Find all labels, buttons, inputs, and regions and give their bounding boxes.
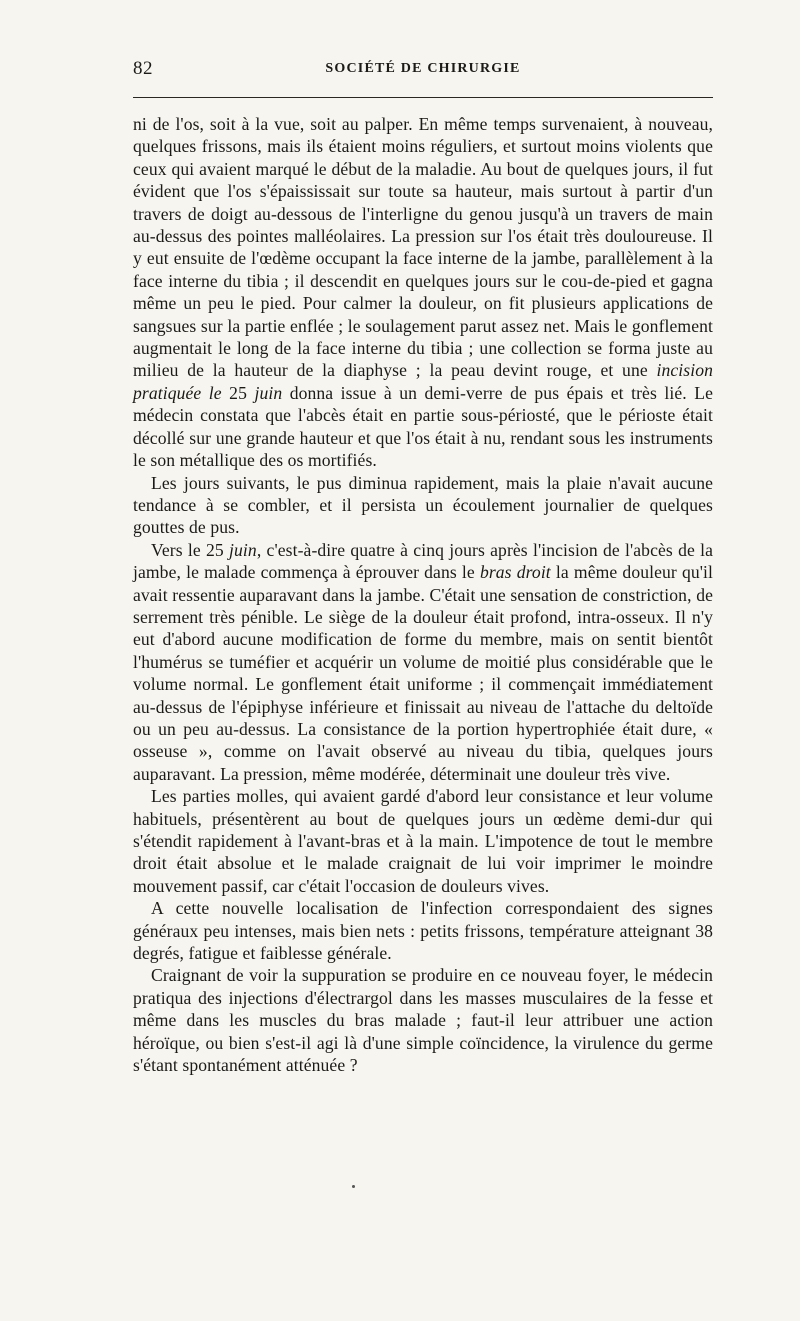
italic-text: juin [229,539,257,560]
text-run: ni de l'os, soit à la vue, soit au palper. En même temps survenaient, à nouveau, quelques frissons, mais ils étaient moins réguliers, et surtout moins violents que ceux qui avaient marqué le début de la maladie. Au bout de quelques jours, il fut évident que l'os s'épaississait sur toute sa hauteur, mais surtout à partir d'un travers de doigt au-dessous de l'interligne du genou jusqu'à un travers de main au-dessus des pointes malléolaires. La pression sur l'os était très douloureuse. Il y eut ensuite de l'œdème occupant la face interne de la jambe, parallèlement à la face interne du tibia ; il descendit en quelques jours sur le cou-de-pied et gagna même un peu le pied. Pour calmer la douleur, on fit plusieurs applications de sangsues sur la partie enflée ; le soulagement parut assez net. Mais le gonflement augmentait le long de la face interne du tibia ; une collection se forma juste au milieu de la hauteur de la diaphyse ; la peau devint rouge, et une [133,114,713,381]
italic-text: bras droit [479,562,551,583]
paragraph [133,785,713,897]
page-dot-mark [352,1185,355,1188]
paragraph [133,539,713,785]
text-run: 25 [221,382,255,403]
paragraph [133,113,713,472]
text-run: donna issue à un demi-verre de pus épais et très lié. Le médecin constata que l'abcès était en partie sous-périosté, que le périoste était décollé sur une grande hauteur et que l'os était à nu, rendant sous les instruments le son métallique des os mortifiés. [133,382,713,471]
paragraph [133,964,713,1076]
text-run: , c'est-à-dire quatre à cinq jours après l'incision de l'abcès de la jambe, le malade commença à éprouver dans le [133,539,713,583]
paragraph [133,472,713,539]
paragraph [133,897,713,964]
text-run: Les parties molles, qui avaient gardé d'abord leur consistance et leur volume habituels, présentèrent au bout de quelques jours un œdème demi-dur qui s'étendit rapidement à l'avant-bras et à la main. L'impotence de tout le membre droit était absolue et le malade craignait de lui voir imprimer le moindre mouvement passif, car c'était l'occasion de douleurs vives. [133,786,713,896]
running-head: SOCIÉTÉ DE CHIRURGIE [325,61,521,76]
text-run: la même douleur qu'il avait ressentie auparavant dans la jambe. C'était une sensation de constriction, de serrement très pénible. Le siège de la douleur était profond, intra-osseux. Il n'y eut d'abord aucune modification de forme du membre, mais on sentit bientôt l'humérus se tuméfier et acquérir un volume de moitié plus considérable que le volume normal. Le gonflement était uniforme ; il commençait immédiatement au-dessus de l'épiphyse inférieure et finissait au niveau de l'attache du deltoïde ou un peu au-dessus. La consistance de la portion hypertrophiée était dure, « osseuse », comme on l'avait observé au niveau du tibia, quelques jours auparavant. La pression, même modérée, déterminait une douleur très vive. [133,562,714,784]
italic-text: incision pratiquée le [133,360,713,403]
page-header [133,58,713,84]
header-rule [133,97,713,98]
italic-text: juin [254,382,283,403]
body-text [133,113,713,1076]
page-number: 82 [133,58,153,79]
text-run: Les jours suivants, le pus diminua rapidement, mais la plaie n'avait aucune tendance à se combler, et il persista un écoulement journalier de quelques gouttes de pus. [133,472,713,538]
text-run: Craignant de voir la suppuration se produire en ce nouveau foyer, le médecin pratiqua des injections d'électrargol dans les masses musculaires de la fesse et même dans les muscles du bras malade ; faut-il leur attribuer une action héroïque, ou bien s'est-il agi là d'une simple coïncidence, la virulence du germe s'étant spontanément atténuée ? [133,965,713,1076]
text-run: A cette nouvelle localisation de l'infection correspondaient des signes généraux peu intenses, mais bien nets : petits frissons, température atteignant 38 degrés, fatigue et faiblesse générale. [133,898,713,964]
text-run: Vers le 25 [151,539,230,560]
